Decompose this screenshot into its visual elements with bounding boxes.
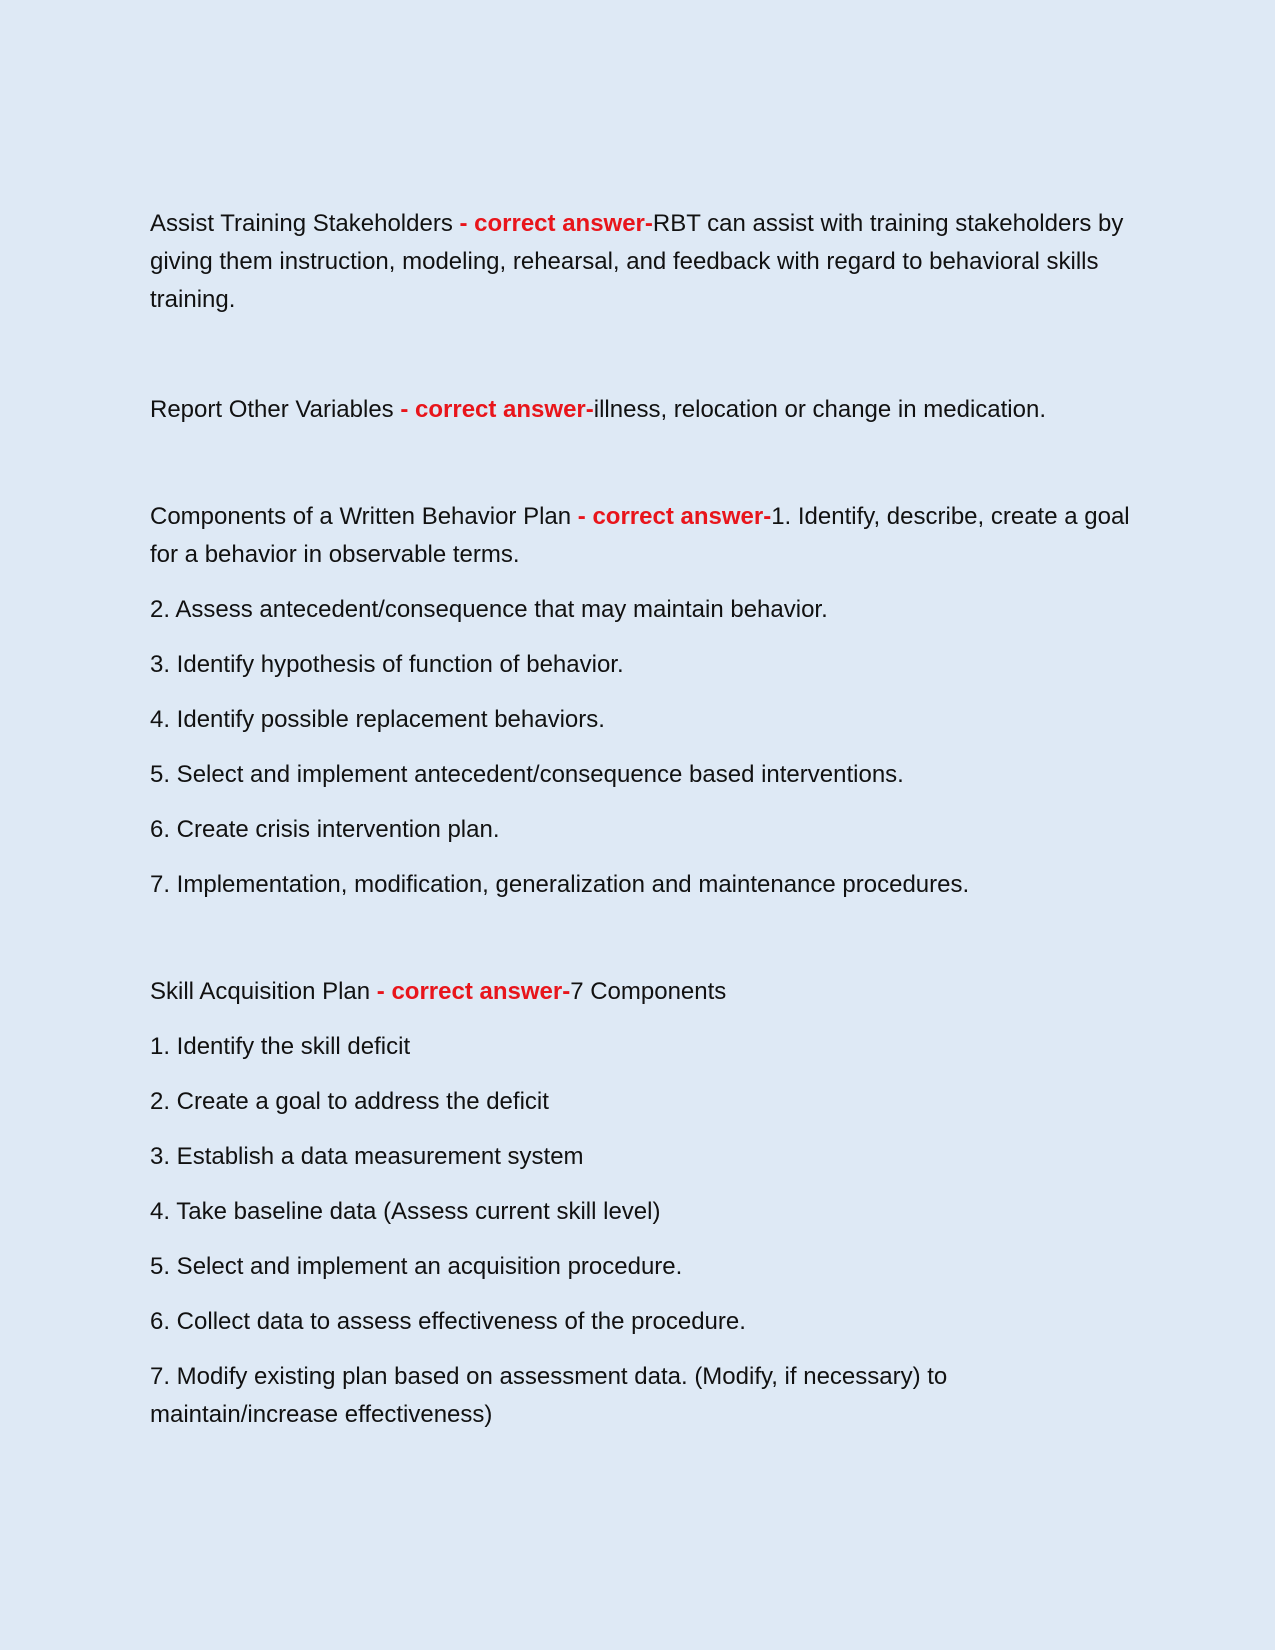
list-item: 7. Modify existing plan based on assessment data. (Modify, if necessary) to maintain/increase effectiveness) [150, 1363, 948, 1428]
entry-definition: illness, relocation or change in medication. [593, 396, 1046, 423]
entry-text [150, 973, 1130, 1011]
entry-definition: RBT can assist with training stakeholders by giving them instruction, modeling, rehearsal, and feedback with regard to behavioral skills training. [150, 210, 1124, 313]
document-page [150, 205, 1130, 1434]
entry-term: Report Other Variables [150, 396, 401, 423]
list-item: 6. Create crisis intervention plan. [150, 816, 500, 843]
list-item: 5. Select and implement an acquisition procedure. [150, 1253, 683, 1280]
flashcard-entry [150, 205, 1130, 319]
flashcard-entry [150, 391, 1130, 429]
list-item: 2. Assess antecedent/consequence that may maintain behavior. [150, 596, 828, 623]
entry-term: Assist Training Stakeholders [150, 210, 460, 237]
entry-text [150, 391, 1130, 429]
entry-definition: 1. Identify, describe, create a goal for a behavior in observable terms. [150, 503, 1130, 568]
list-item: 1. Identify the skill deficit [150, 1033, 411, 1060]
correct-answer-marker: - correct answer- [577, 503, 772, 530]
flashcard-entry [150, 973, 1130, 1434]
list-item: 4. Identify possible replacement behaviors. [150, 706, 605, 733]
entry-text [150, 498, 1130, 574]
list-item: 3. Identify hypothesis of function of behavior. [150, 651, 624, 678]
correct-answer-marker: - correct answer- [400, 396, 594, 423]
entry-term: Components of a Written Behavior Plan [150, 503, 578, 530]
list-item: 2. Create a goal to address the deficit [150, 1088, 549, 1115]
entry-text [150, 205, 1130, 319]
correct-answer-marker: - correct answer- [459, 210, 653, 237]
list-item: 5. Select and implement antecedent/consequence based interventions. [150, 761, 904, 788]
list-item: 7. Implementation, modification, generalization and maintenance procedures. [150, 871, 970, 898]
list-item: 4. Take baseline data (Assess current skill level) [150, 1198, 661, 1225]
entry-definition: 7 Components [570, 978, 727, 1005]
correct-answer-marker: - correct answer- [376, 978, 571, 1005]
flashcard-entry [150, 498, 1130, 904]
list-item: 6. Collect data to assess effectiveness of the procedure. [150, 1308, 746, 1335]
list-item: 3. Establish a data measurement system [150, 1143, 584, 1170]
entry-term: Skill Acquisition Plan [150, 978, 377, 1005]
